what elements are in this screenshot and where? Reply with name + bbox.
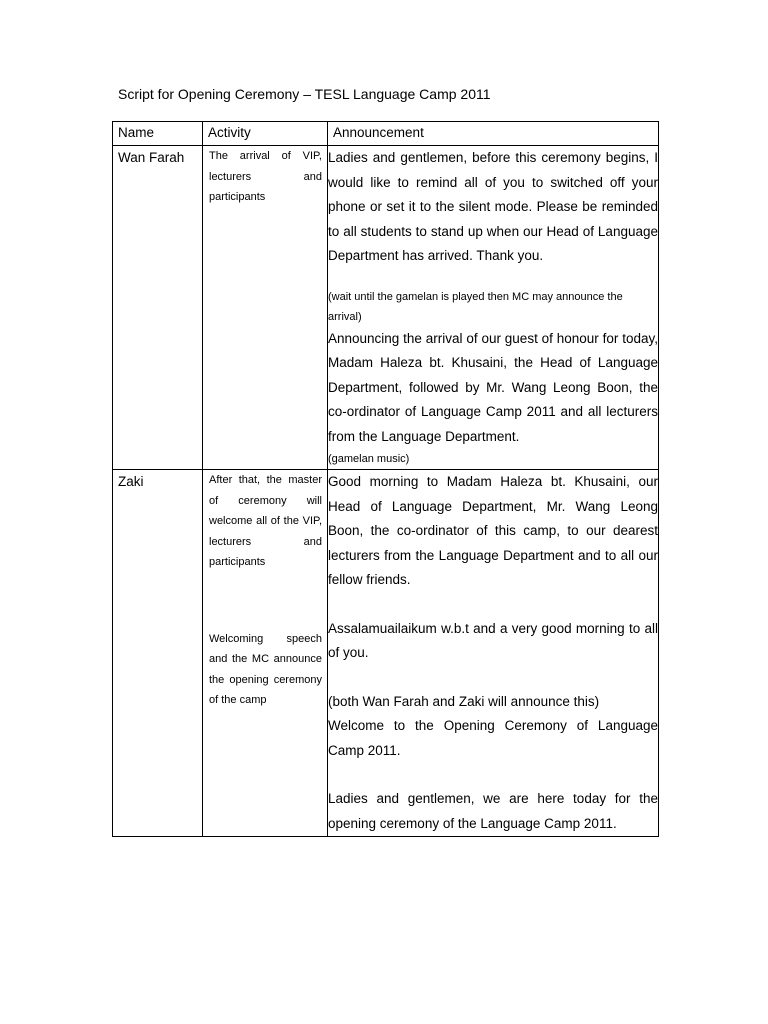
row-name: Wan Farah: [113, 146, 203, 470]
row-announcement: [328, 146, 659, 470]
announcement-welcome: Welcome to the Opening Ceremony of Language Camp 2011.: [328, 718, 658, 758]
page-title: Script for Opening Ceremony – TESL Language Camp 2011: [118, 86, 491, 102]
announcement-arrival: Announcing the arrival of our guest of honour for today, Madam Haleza bt. Khusaini, the Head of Language Department, followed by Mr. Wang Leong Boon, the co-ordinator of Language Camp 2011 and all lecturers from the Language Department.: [328, 330, 658, 444]
row-name: Zaki: [113, 470, 203, 837]
table-header-row: [113, 122, 659, 146]
table-row: [113, 470, 659, 837]
header-announcement: Announcement: [328, 122, 659, 146]
stage-direction-note: (wait until the gamelan is played then MC may announce the arrival): [328, 290, 623, 323]
announcement-greeting: Good morning to Madam Haleza bt. Khusaini, our Head of Language Department, Mr. Wang Leong Boon, the co-ordinator of this camp, to our dearest lecturers from the Language Department and to all our fellow friends.: [328, 474, 658, 587]
music-note: (gamelan music): [328, 453, 410, 465]
table-row: [113, 146, 659, 470]
header-name: Name: [113, 122, 203, 146]
activity-text: After that, the master of ceremony will welcome all of the VIP, lecturers and participants: [209, 474, 322, 568]
row-activity: [203, 146, 328, 470]
activity-text: The arrival of VIP, lecturers and participants: [209, 150, 322, 203]
row-announcement: [328, 470, 659, 837]
announcement-closing: Ladies and gentlemen, we are here today for the opening ceremony of the Language Camp 2011.: [328, 791, 658, 831]
announcement-reminder: Ladies and gentlemen, before this ceremony begins, I would like to remind all of you to switched off your phone or set it to the silent mode. Please be reminded to all students to stand up when our Head of Language Department has arrived. Thank you.: [328, 150, 658, 263]
header-activity: Activity: [203, 122, 328, 146]
activity-text: Welcoming speech and the MC announce the opening ceremony of the camp: [209, 632, 322, 706]
script-table: [112, 121, 659, 837]
row-activity: [203, 470, 328, 837]
joint-announcement-note: (both Wan Farah and Zaki will announce this): [328, 693, 600, 709]
announcement-salam: Assalamuailaikum w.b.t and a very good morning to all of you.: [328, 620, 658, 660]
